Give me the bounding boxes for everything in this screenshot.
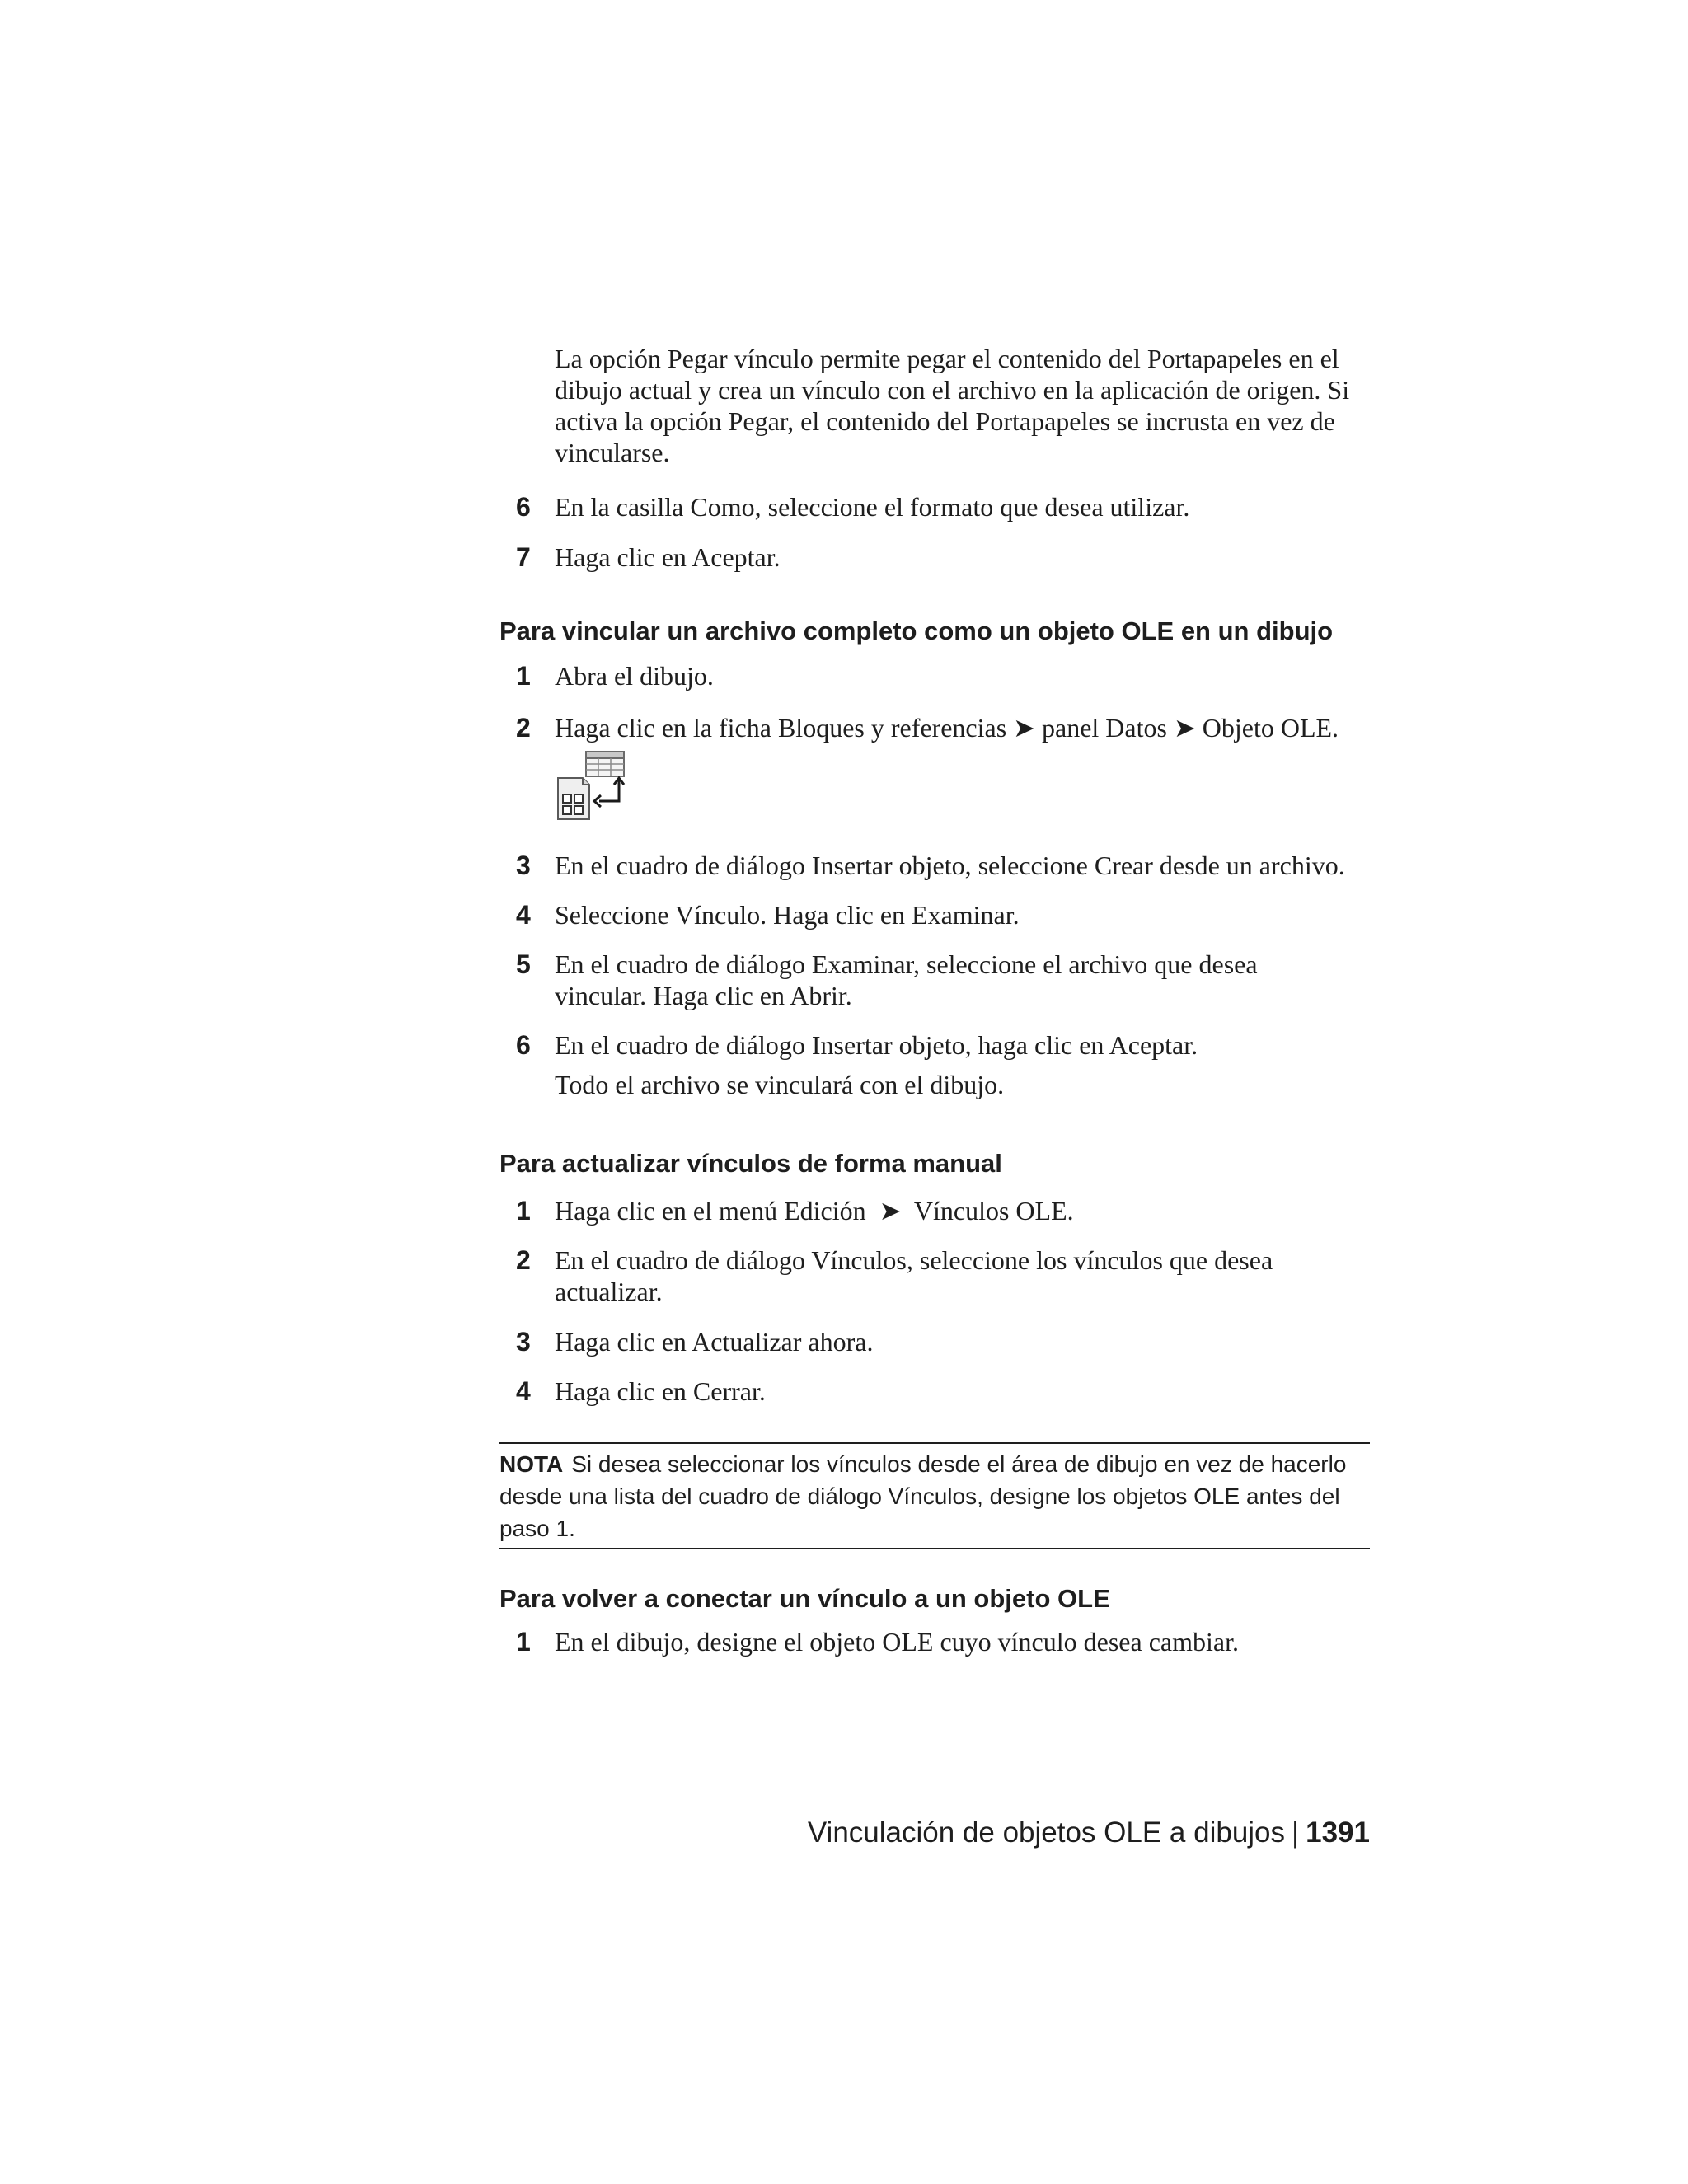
list-item: [516, 541, 1381, 573]
list-item: [516, 712, 1381, 743]
step-text: Seleccione Vínculo. Haga clic en Examinar.: [555, 900, 1020, 930]
section-heading: Para actualizar vínculos de forma manual: [499, 1149, 1002, 1178]
list-item: [516, 850, 1381, 881]
step-number: 1: [516, 1196, 531, 1226]
step-text: Haga clic en Cerrar.: [555, 1376, 766, 1406]
step-number: 4: [516, 900, 531, 930]
footer-title: Vinculación de objetos OLE a dibujos: [807, 1816, 1286, 1849]
step-number: 5: [516, 949, 531, 979]
step-text: Haga clic en Actualizar ahora.: [555, 1327, 874, 1357]
step-number: 1: [516, 1627, 531, 1657]
step-text: En el dibujo, designe el objeto OLE cuyo vínculo desea cambiar.: [555, 1627, 1239, 1657]
step-text: En la casilla Como, seleccione el formato que desea utilizar.: [555, 492, 1190, 522]
step-number: 1: [516, 661, 531, 691]
step-number: 2: [516, 1245, 531, 1275]
footer-separator: |: [1292, 1816, 1300, 1849]
step-number: 6: [516, 492, 531, 522]
note-top-rule: [499, 1442, 1370, 1444]
list-item: [516, 491, 1381, 523]
list-item: [516, 949, 1381, 1011]
list-item: [516, 1376, 1381, 1407]
step-number: 2: [516, 713, 531, 743]
step-number: 6: [516, 1030, 531, 1060]
step-text: Haga clic en el menú Edición ➤ Vínculos OLE.: [555, 1196, 1074, 1226]
step-text: En el cuadro de diálogo Examinar, seleccione el archivo que desea vincular. Haga clic en Abrir.: [555, 949, 1258, 1010]
list-item: [516, 1195, 1381, 1226]
list-item: [516, 899, 1381, 930]
step-text: Haga clic en la ficha Bloques y referencias ➤ panel Datos ➤ Objeto OLE.: [555, 713, 1339, 743]
step-text: Abra el dibujo.: [555, 661, 714, 691]
list-item: [516, 1244, 1381, 1307]
intro-paragraph: La opción Pegar vínculo permite pegar el contenido del Portapapeles en el dibujo actual y crea un vínculo con el archivo en la aplicación de origen. Si activa la opción Pegar, el contenido del Portapapeles se incrusta en vez de vincularse.: [555, 344, 1350, 467]
page-number: 1391: [1306, 1816, 1370, 1849]
step-text: Haga clic en Aceptar.: [555, 542, 781, 572]
step-text: En el cuadro de diálogo Insertar objeto, haga clic en Aceptar.: [555, 1030, 1198, 1060]
list-item: [516, 1626, 1381, 1657]
step-text: En el cuadro de diálogo Insertar objeto, seleccione Crear desde un archivo.: [555, 851, 1345, 880]
list-item: [516, 660, 1381, 691]
section-heading: Para volver a conectar un vínculo a un objeto OLE: [499, 1584, 1110, 1613]
step-number: 3: [516, 851, 531, 880]
list-item: [516, 1326, 1381, 1357]
ole-object-icon: [553, 748, 629, 824]
note-bottom-rule: [499, 1548, 1370, 1549]
note-text: Si desea seleccionar los vínculos desde el área de dibujo en vez de hacerlo desde una lista del cuadro de diálogo Vínculos, designe los objetos OLE antes del paso 1.: [499, 1451, 1347, 1541]
note-label: NOTA: [499, 1451, 564, 1477]
page-footer: [808, 1816, 1370, 1849]
step-result: Todo el archivo se vinculará con el dibujo.: [555, 1070, 1005, 1099]
list-item: [516, 1029, 1381, 1061]
step-number: 3: [516, 1327, 531, 1357]
step-text: En el cuadro de diálogo Vínculos, seleccione los vínculos que desea actualizar.: [555, 1245, 1273, 1306]
note-box: [499, 1448, 1373, 1544]
step-number: 7: [516, 542, 531, 572]
step-number: 4: [516, 1376, 531, 1406]
section-heading: Para vincular un archivo completo como un objeto OLE en un dibujo: [499, 616, 1334, 645]
